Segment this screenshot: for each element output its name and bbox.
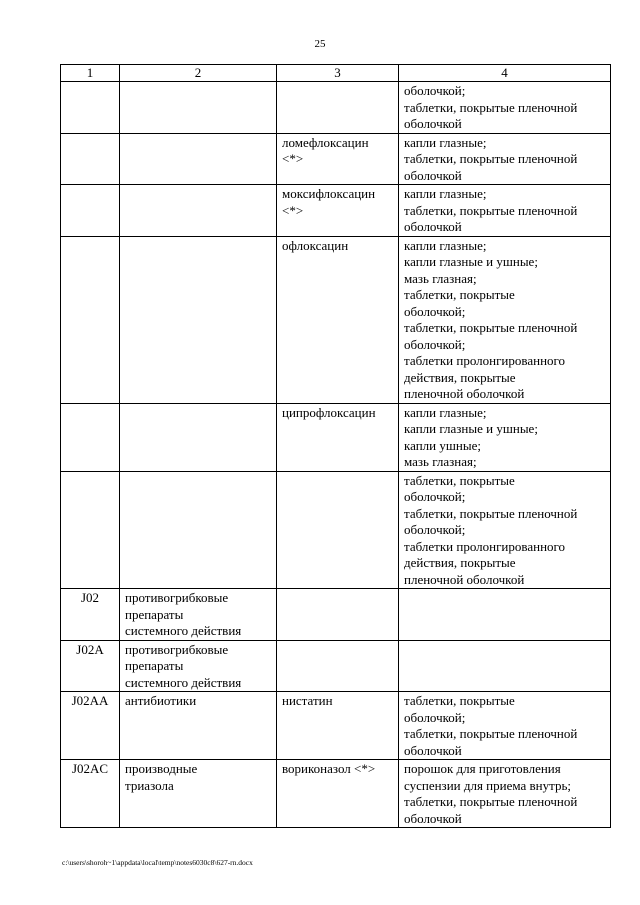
cell-text-line: оболочкой — [404, 810, 462, 826]
group-name-cell — [120, 471, 277, 589]
cell-text-line: оболочкой; — [404, 303, 466, 319]
table-row — [61, 589, 611, 641]
cell-text-line: капли ушные; — [404, 437, 481, 453]
cell-text-line: капли глазные; — [404, 237, 487, 253]
cell-text-line: таблетки, покрытые пленочной — [404, 320, 578, 335]
cell-text-line: J02AC — [71, 761, 109, 776]
cell-text-line: J02AA — [71, 693, 109, 708]
code-cell — [61, 133, 120, 185]
cell-text-line: противогрибковые — [125, 641, 229, 657]
table-row — [61, 236, 611, 403]
cell-text-line: капли глазные; — [404, 134, 487, 150]
cell-text-line: оболочкой; — [404, 489, 466, 504]
drug-name-cell — [277, 133, 399, 185]
cell-text-line: оболочкой; — [404, 83, 466, 98]
cell-text-line: противогрибковые — [125, 590, 229, 605]
cell-text-line: порошок для приготовления — [404, 761, 561, 776]
table-header-row — [61, 65, 611, 82]
drug-name-cell — [277, 403, 399, 471]
cell-text-line: таблетки, покрытые — [404, 287, 515, 302]
cell-text-line: таблетки, покрытые пленочной — [404, 726, 578, 741]
cell-text-line: препараты — [125, 658, 184, 673]
code-cell — [61, 236, 120, 403]
cell-text-line: антибиотики — [125, 693, 197, 708]
dosage-forms-cell — [399, 589, 611, 641]
cell-text-line: <*> — [282, 151, 304, 166]
column-header-2: 2 — [120, 65, 277, 82]
drug-name-cell — [277, 82, 399, 134]
dosage-forms-cell — [399, 471, 611, 589]
cell-text-line: пленочной оболочкой — [404, 386, 525, 401]
cell-text-line: таблетки, покрытые — [404, 693, 515, 708]
cell-text-line: действия, покрытые — [404, 369, 516, 385]
code-cell — [61, 403, 120, 471]
code-cell — [61, 82, 120, 134]
code-cell — [61, 760, 120, 828]
table-row — [61, 760, 611, 828]
cell-text-line: <*> — [282, 202, 304, 218]
cell-text-line: оболочкой — [404, 742, 462, 758]
code-cell — [61, 640, 120, 692]
cell-text-line: капли глазные и ушные; — [404, 421, 538, 436]
page-number: 25 — [314, 38, 326, 50]
code-cell — [61, 471, 120, 589]
cell-text-line: J02A — [76, 641, 104, 657]
drug-name-cell — [277, 760, 399, 828]
cell-text-line: таблетки, покрытые пленочной — [404, 505, 578, 521]
drug-name-cell — [277, 471, 399, 589]
group-name-cell — [120, 760, 277, 828]
dosage-forms-cell — [399, 82, 611, 134]
cell-text-line: таблетки, покрытые пленочной — [404, 202, 578, 218]
cell-text-line: оболочкой — [404, 219, 462, 234]
dosage-forms-cell — [399, 236, 611, 403]
cell-text-line: таблетки, покрытые — [404, 472, 515, 488]
group-name-cell — [120, 185, 277, 237]
drug-table — [60, 64, 611, 828]
drug-name-cell — [277, 640, 399, 692]
cell-text-line: производные — [125, 761, 198, 776]
cell-text-line: оболочкой; — [404, 709, 466, 725]
drug-name-cell — [277, 185, 399, 237]
cell-text-line: оболочкой; — [404, 522, 466, 537]
group-name-cell — [120, 640, 277, 692]
code-cell — [61, 692, 120, 760]
cell-text-line: оболочкой; — [404, 336, 466, 352]
code-cell — [61, 589, 120, 641]
dosage-forms-cell — [399, 760, 611, 828]
cell-text-line: офлоксацин — [282, 237, 349, 253]
cell-text-line: оболочкой — [404, 116, 462, 131]
group-name-cell — [120, 692, 277, 760]
table-row — [61, 471, 611, 589]
group-name-cell — [120, 589, 277, 641]
column-header-3: 3 — [277, 65, 399, 82]
cell-text-line: действия, покрытые — [404, 555, 516, 570]
table-row — [61, 403, 611, 471]
dosage-forms-cell — [399, 640, 611, 692]
cell-text-line: J02 — [80, 590, 100, 605]
group-name-cell — [120, 403, 277, 471]
cell-text-line: таблетки пролонгированного — [404, 538, 566, 554]
cell-text-line: мазь глазная; — [404, 454, 477, 469]
cell-text-line: пленочной оболочкой — [404, 571, 525, 587]
dosage-forms-cell — [399, 403, 611, 471]
cell-text-line: системного действия — [125, 623, 242, 638]
dosage-forms-cell — [399, 133, 611, 185]
code-cell — [61, 185, 120, 237]
cell-text-line: суспензии для приема внутрь; — [404, 777, 572, 793]
drug-name-cell — [277, 692, 399, 760]
group-name-cell — [120, 82, 277, 134]
cell-text-line: нистатин — [282, 693, 333, 708]
cell-text-line: оболочкой — [404, 167, 462, 183]
cell-text-line: ломефлоксацин — [282, 134, 369, 150]
drug-name-cell — [277, 589, 399, 641]
cell-text-line: ципрофлоксацин — [282, 404, 376, 420]
drug-name-cell — [277, 236, 399, 403]
cell-text-line: капли глазные; — [404, 186, 487, 201]
cell-text-line: препараты — [125, 606, 184, 622]
group-name-cell — [120, 236, 277, 403]
column-header-1: 1 — [61, 65, 120, 82]
table-row — [61, 640, 611, 692]
table-row — [61, 82, 611, 134]
cell-text-line: мазь глазная; — [404, 270, 477, 286]
cell-text-line: таблетки пролонгированного — [404, 353, 566, 368]
cell-text-line: таблетки, покрытые пленочной — [404, 99, 578, 115]
table-row — [61, 133, 611, 185]
cell-text-line: таблетки, покрытые пленочной — [404, 151, 578, 166]
cell-text-line: капли глазные; — [404, 404, 487, 420]
cell-text-line: таблетки, покрытые пленочной — [404, 794, 578, 809]
cell-text-line: капли глазные и ушные; — [404, 254, 538, 269]
document-file-path: c:\users\shoroh~1\appdata\local\temp\notes6030c8\627-rn.docx — [62, 858, 253, 867]
column-header-4: 4 — [399, 65, 611, 82]
table-row — [61, 185, 611, 237]
dosage-forms-cell — [399, 692, 611, 760]
cell-text-line: моксифлоксацин — [282, 186, 376, 201]
table-row — [61, 692, 611, 760]
cell-text-line: вориконазол <*> — [282, 761, 376, 776]
dosage-forms-cell — [399, 185, 611, 237]
cell-text-line: триазола — [125, 777, 174, 793]
group-name-cell — [120, 133, 277, 185]
cell-text-line: системного действия — [125, 674, 242, 690]
